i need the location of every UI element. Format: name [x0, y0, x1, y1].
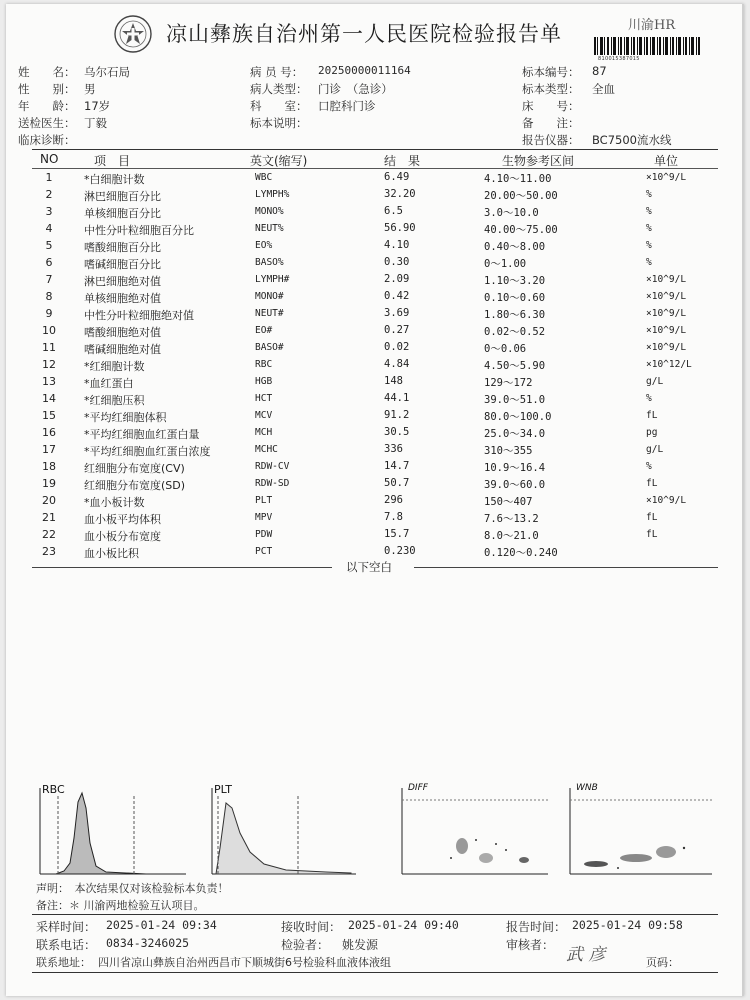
item-abbrev: HCT	[255, 393, 273, 404]
reference-range: 0.120～0.240	[484, 547, 558, 559]
plt-label: PLT	[214, 783, 232, 796]
item-unit: ×10^9/L	[646, 308, 687, 319]
reviewer-label: 审核者：	[506, 938, 555, 952]
reference-range: 80.0～100.0	[484, 411, 552, 423]
item-unit: ×10^9/L	[646, 172, 687, 183]
row-number: 7	[45, 273, 53, 286]
item-result: 7.8	[384, 511, 403, 523]
item-name: 单核细胞百分比	[84, 207, 161, 220]
item-name: 血小板分布宽度	[84, 530, 161, 543]
table-row	[6, 239, 744, 256]
item-name: 嗜碱细胞百分比	[84, 258, 161, 271]
item-result: 91.2	[384, 409, 410, 421]
table-row	[6, 273, 744, 290]
item-unit: pg	[646, 427, 658, 438]
item-result: 32.20	[384, 188, 416, 200]
wnb-scatter	[570, 783, 712, 874]
row-number: 20	[42, 494, 56, 507]
row-number: 18	[42, 460, 56, 473]
item-result: 0.02	[384, 341, 410, 353]
row-number: 10	[42, 324, 56, 337]
item-name: 嗜酸细胞绝对值	[84, 326, 161, 339]
patient-gender: 男	[84, 82, 96, 96]
item-abbrev: EO%	[255, 240, 273, 251]
item-name: 红细胞分布宽度(CV)	[84, 462, 185, 475]
item-unit: %	[646, 393, 652, 404]
gender-label: 性 别：	[18, 82, 76, 96]
table-row	[6, 460, 744, 477]
item-result: 44.1	[384, 392, 410, 404]
remark-label: 备 注：	[522, 116, 580, 130]
item-name: *白细胞计数	[84, 173, 145, 186]
table-row	[6, 392, 744, 409]
instrument-label: 报告仪器：	[522, 133, 580, 147]
row-number: 2	[45, 188, 53, 201]
item-unit: ×10^9/L	[646, 325, 687, 336]
reference-range: 0～0.06	[484, 343, 527, 355]
table-row	[6, 341, 744, 358]
department: 口腔科门诊	[318, 99, 376, 113]
diff-scatter	[402, 783, 548, 874]
hospital-logo	[113, 14, 153, 54]
table-row	[6, 222, 744, 239]
row-number: 19	[42, 477, 56, 490]
record-number: 20250000011164	[318, 64, 411, 77]
item-result: 15.7	[384, 528, 410, 540]
reference-range: 0.40～8.00	[484, 241, 546, 253]
item-abbrev: NEUT%	[255, 223, 284, 234]
item-name: *血红蛋白	[84, 377, 134, 390]
item-unit: %	[646, 257, 652, 268]
table-row	[6, 528, 744, 545]
item-unit: fL	[646, 410, 658, 421]
receive-time: 2025-01-24 09:40	[348, 918, 459, 932]
col-en: 英文(缩写)	[250, 154, 308, 168]
item-name: 血小板比积	[84, 547, 139, 560]
table-row	[6, 290, 744, 307]
item-abbrev: LYMPH%	[255, 189, 290, 200]
item-unit: %	[646, 461, 652, 472]
col-result: 结 果	[384, 154, 421, 168]
row-number: 16	[42, 426, 56, 439]
reference-range: 0.10～0.60	[484, 292, 546, 304]
handwritten-mark: 川渝HR	[628, 18, 676, 33]
item-result: 0.42	[384, 290, 410, 302]
item-abbrev: RDW-SD	[255, 478, 290, 489]
reference-range: 150～407	[484, 496, 533, 508]
table-row	[6, 307, 744, 324]
page-label: 页码：	[646, 956, 679, 969]
end-line-right	[414, 567, 718, 568]
doctor-name: 丁毅	[84, 116, 107, 130]
item-abbrev: PLT	[255, 495, 273, 506]
diagnosis-label: 临床诊断：	[18, 133, 76, 147]
item-result: 6.5	[384, 205, 403, 217]
item-result: 0.30	[384, 256, 410, 268]
table-row	[6, 171, 744, 188]
col-range: 生物参考区间	[502, 154, 575, 168]
item-unit: fL	[646, 529, 658, 540]
reference-range: 0.02～0.52	[484, 326, 546, 338]
reference-range: 25.0～34.0	[484, 428, 546, 440]
row-number: 3	[45, 205, 53, 218]
reference-range: 10.9～16.4	[484, 462, 546, 474]
specimen-note-label: 标本说明：	[250, 116, 308, 130]
item-unit: ×10^9/L	[646, 495, 687, 506]
item-unit: fL	[646, 512, 658, 523]
footer-rule-bottom	[32, 972, 718, 973]
analyzer-graphs	[36, 778, 716, 878]
table-row	[6, 256, 744, 273]
item-unit: fL	[646, 478, 658, 489]
reference-range: 39.0～51.0	[484, 394, 546, 406]
item-abbrev: MCH	[255, 427, 273, 438]
instrument: BC7500流水线	[592, 133, 672, 147]
rbc-label: RBC	[42, 783, 65, 796]
table-row	[6, 188, 744, 205]
patient-name: 乌尔石局	[84, 65, 130, 79]
item-result: 4.84	[384, 358, 410, 370]
item-name: 淋巴细胞百分比	[84, 190, 161, 203]
header-rule-bottom	[32, 168, 718, 169]
row-number: 6	[45, 256, 53, 269]
item-name: 中性分叶粒细胞百分比	[84, 224, 194, 237]
item-unit: %	[646, 240, 652, 251]
reference-range: 4.10～11.00	[484, 173, 552, 185]
item-abbrev: MCHC	[255, 444, 278, 455]
item-abbrev: HGB	[255, 376, 273, 387]
item-unit: %	[646, 223, 652, 234]
row-number: 11	[42, 341, 56, 354]
table-row	[6, 426, 744, 443]
reference-range: 1.10～3.20	[484, 275, 546, 287]
reference-range: 4.50～5.90	[484, 360, 546, 372]
item-name: *红细胞压积	[84, 394, 145, 407]
item-result: 0.230	[384, 545, 416, 557]
sample-number: 87	[592, 64, 607, 78]
sample-no-label: 标本编号：	[522, 65, 580, 79]
item-result: 336	[384, 443, 403, 455]
report-time: 2025-01-24 09:58	[572, 918, 683, 932]
item-name: 淋巴细胞绝对值	[84, 275, 161, 288]
item-result: 6.49	[384, 171, 410, 183]
patient-type-label: 病人类型：	[250, 82, 308, 96]
report-title: 凉山彝族自治州第一人民医院检验报告单	[166, 22, 562, 46]
reference-range: 8.0～21.0	[484, 530, 539, 542]
lab-report-sheet	[6, 4, 744, 996]
reference-range: 310～355	[484, 445, 533, 457]
item-abbrev: MPV	[255, 512, 273, 523]
item-result: 2.09	[384, 273, 410, 285]
row-number: 14	[42, 392, 56, 405]
wnb-label: WNB	[576, 783, 598, 793]
patient-age: 17岁	[84, 99, 111, 113]
table-row	[6, 511, 744, 528]
phone: 0834-3246025	[106, 936, 190, 950]
table-row	[6, 358, 744, 375]
item-name: *平均红细胞血红蛋白浓度	[84, 445, 211, 458]
item-result: 14.7	[384, 460, 410, 472]
table-row	[6, 375, 744, 392]
item-result: 3.69	[384, 307, 410, 319]
item-abbrev: MCV	[255, 410, 273, 421]
item-name: *平均红细胞体积	[84, 411, 167, 424]
item-name: 单核细胞绝对值	[84, 292, 161, 305]
scan-edge	[742, 4, 744, 996]
barcode-image	[594, 37, 700, 55]
reference-range: 39.0～60.0	[484, 479, 546, 491]
doctor-label: 送检医生：	[18, 116, 76, 130]
reviewer-signature: 武 彦	[566, 945, 606, 965]
item-abbrev: MONO#	[255, 291, 284, 302]
table-row	[6, 324, 744, 341]
name-label: 姓 名：	[18, 65, 76, 79]
record-label: 病 员 号：	[250, 65, 304, 79]
row-number: 9	[45, 307, 53, 320]
header-rule-top	[32, 149, 718, 150]
item-abbrev: WBC	[255, 172, 273, 183]
item-abbrev: BASO#	[255, 342, 284, 353]
item-abbrev: MONO%	[255, 206, 284, 217]
item-unit: g/L	[646, 444, 664, 455]
collect-time-label: 采样时间：	[36, 920, 97, 934]
footer-rule-top	[32, 914, 718, 915]
row-number: 4	[45, 222, 53, 235]
row-number: 5	[45, 239, 53, 252]
item-abbrev: LYMPH#	[255, 274, 290, 285]
item-name: 嗜碱细胞绝对值	[84, 343, 161, 356]
col-no: NO	[40, 152, 59, 166]
bed-label: 床 号：	[522, 99, 580, 113]
item-abbrev: BASO%	[255, 257, 284, 268]
reference-range: 0～1.00	[484, 258, 527, 270]
department-label: 科 室：	[250, 99, 308, 113]
row-number: 22	[42, 528, 56, 541]
item-abbrev: RDW-CV	[255, 461, 290, 472]
barcode-number: 810015387015	[598, 56, 640, 62]
table-row	[6, 494, 744, 511]
item-unit: %	[646, 189, 652, 200]
item-name: 中性分叶粒细胞绝对值	[84, 309, 194, 322]
receive-time-label: 接收时间：	[281, 920, 342, 934]
collect-time: 2025-01-24 09:34	[106, 918, 217, 932]
row-number: 15	[42, 409, 56, 422]
item-abbrev: PDW	[255, 529, 273, 540]
item-result: 0.27	[384, 324, 410, 336]
row-number: 23	[42, 545, 56, 558]
item-result: 30.5	[384, 426, 410, 438]
item-result: 50.7	[384, 477, 410, 489]
row-number: 21	[42, 511, 56, 524]
reference-range: 40.00～75.00	[484, 224, 558, 236]
item-abbrev: NEUT#	[255, 308, 284, 319]
end-text: 以下空白	[346, 560, 392, 574]
row-number: 17	[42, 443, 56, 456]
reference-range: 7.6～13.2	[484, 513, 539, 525]
table-row	[6, 205, 744, 222]
item-name: *红细胞计数	[84, 360, 145, 373]
item-result: 4.10	[384, 239, 410, 251]
reference-range: 20.00～50.00	[484, 190, 558, 202]
table-row	[6, 477, 744, 494]
item-result: 148	[384, 375, 403, 387]
item-name: *血小板计数	[84, 496, 145, 509]
address-label: 联系地址：	[36, 956, 91, 969]
item-unit: ×10^9/L	[646, 274, 687, 285]
footnote: 备注：＊ 川渝两地检验互认项目。	[36, 899, 205, 912]
col-item: 项 目	[94, 154, 131, 168]
item-name: *平均红细胞血红蛋白量	[84, 428, 200, 441]
item-unit: ×10^9/L	[646, 342, 687, 353]
tester-name: 姚发源	[342, 938, 379, 952]
row-number: 13	[42, 375, 56, 388]
row-number: 12	[42, 358, 56, 371]
end-line-left	[32, 567, 332, 568]
reference-range: 1.80～6.30	[484, 309, 546, 321]
reference-range: 3.0～10.0	[484, 207, 539, 219]
row-number: 1	[45, 171, 53, 184]
item-unit: ×10^12/L	[646, 359, 692, 370]
statement: 声明： 本次结果仅对该检验标本负责！	[36, 882, 229, 895]
reference-range: 129～172	[484, 377, 533, 389]
item-unit: g/L	[646, 376, 664, 387]
item-unit: ×10^9/L	[646, 291, 687, 302]
table-row	[6, 409, 744, 426]
table-row	[6, 443, 744, 460]
plt-histogram	[212, 783, 356, 874]
item-abbrev: EO#	[255, 325, 273, 336]
address: 四川省凉山彝族自治州西昌市下顺城街6号检验科血液体液组	[98, 956, 391, 969]
item-name: 血小板平均体积	[84, 513, 161, 526]
col-unit: 单位	[654, 154, 679, 168]
patient-type: 门诊 （急诊）	[318, 82, 393, 96]
sample-type-label: 标本类型：	[522, 82, 580, 96]
diff-label: DIFF	[408, 783, 428, 793]
tester-label: 检验者：	[281, 938, 330, 952]
item-abbrev: PCT	[255, 546, 273, 557]
item-result: 56.90	[384, 222, 416, 234]
item-name: 嗜酸细胞百分比	[84, 241, 161, 254]
rbc-histogram	[40, 783, 186, 874]
report-time-label: 报告时间：	[506, 920, 567, 934]
item-name: 红细胞分布宽度(SD)	[84, 479, 186, 492]
item-abbrev: RBC	[255, 359, 273, 370]
item-unit: %	[646, 206, 652, 217]
sample-type: 全血	[592, 82, 615, 96]
age-label: 年 龄：	[18, 99, 76, 113]
item-result: 296	[384, 494, 403, 506]
row-number: 8	[45, 290, 53, 303]
phone-label: 联系电话：	[36, 938, 97, 952]
